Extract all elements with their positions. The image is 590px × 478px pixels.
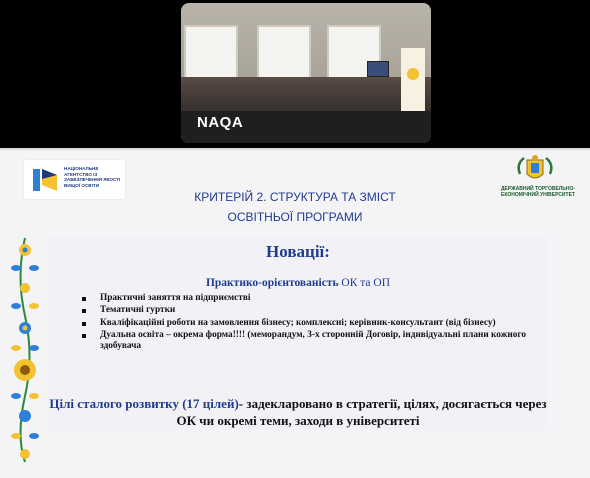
naqa-logo-text: НАЦІОНАЛЬНЕ АГЕНТСТВО ІЗ ЗАБЕЗПЕЧЕННЯ ЯКОСТІ ВИЩОЇ ОСВІТИ — [64, 166, 121, 188]
novations-heading: Новації: — [266, 242, 330, 261]
slide-divider — [0, 148, 590, 150]
slide-title-line-1: КРИТЕРІЙ 2. СТРУКТУРА ТА ЗМІСТ — [194, 190, 396, 204]
participant-name: NAQA — [197, 114, 244, 131]
shared-slide — [0, 148, 590, 478]
participant-video-tile[interactable] — [181, 3, 431, 143]
sustainable-goals-highlight: Цілі сталого розвитку (17 цілей) — [49, 396, 239, 411]
list-item: Дуальна освіта – окрема форма!!!! (меморандум, 3-х сторонній Договір, індивідуальні плани кожного здобувача — [80, 330, 530, 352]
list-item: Тематичні гуртки — [80, 305, 530, 316]
university-logo-text: ДЕРЖАВНИЙ ТОРГОВЕЛЬНО-ЕКОНОМІЧНИЙ УНІВЕРСИТЕТ — [500, 186, 576, 198]
practice-subheading-bold: Практико-орієнтованість — [205, 277, 339, 289]
video-screen — [367, 61, 389, 77]
slide-title-line-2: ОСВІТНЬОЇ ПРОГРАМИ — [227, 210, 363, 224]
novations-list — [80, 293, 530, 354]
practice-subheading — [48, 277, 548, 289]
list-item: Кваліфікаційні роботи на замовлення бізнесу; комплексні; керівник-консультант (від бізнесу) — [80, 318, 530, 329]
sustainable-goals-rest: - задекларовано в стратегії, цілях, досягається через ОК чи окремі теми, заходи в університеті — [176, 396, 547, 428]
university-crest-icon — [512, 154, 558, 186]
list-item: Практичні заняття на підприємстві — [80, 293, 530, 304]
university-logo — [488, 154, 588, 206]
naqa-logo — [24, 160, 125, 199]
slide-content — [48, 236, 548, 430]
sustainable-goals-text — [48, 395, 548, 429]
slide-title — [170, 187, 420, 227]
floral-ornament-icon — [8, 236, 42, 464]
practice-subheading-rest: ОК та ОП — [338, 277, 391, 289]
naqa-logo-icon — [30, 165, 60, 195]
